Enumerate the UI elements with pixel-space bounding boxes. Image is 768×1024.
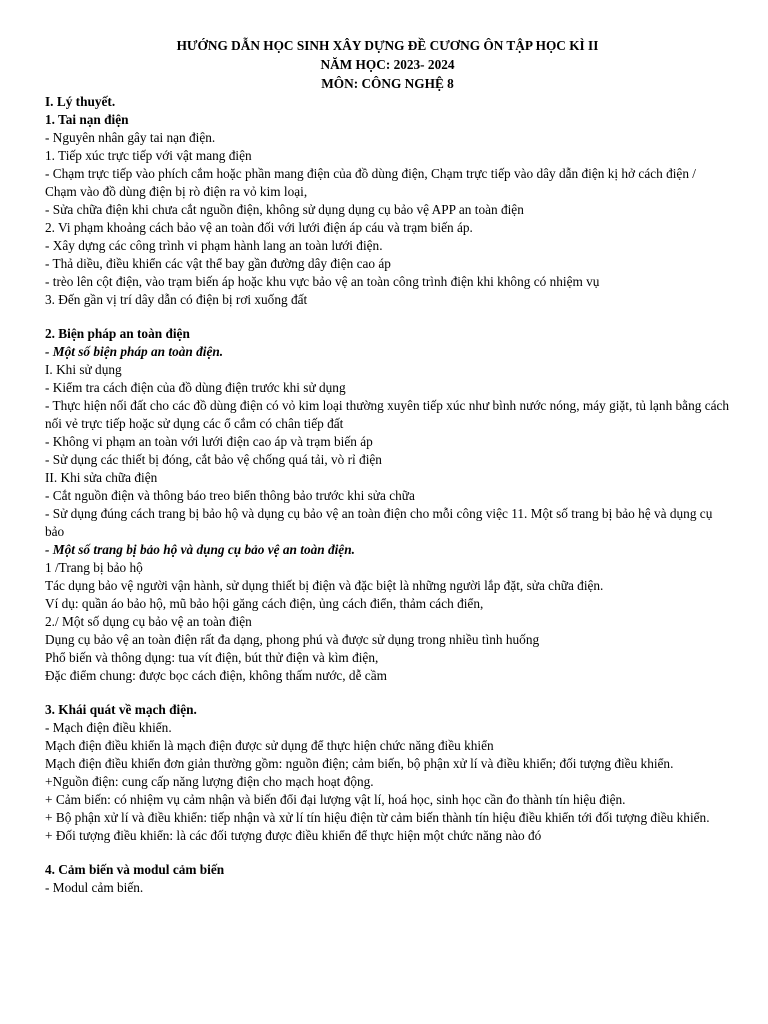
document-header [45, 36, 730, 93]
text-line: - Thực hiện nối đất cho các đồ dùng điện có vỏ kim loại thường xuyên tiếp xúc như bình nước nóng, máy giặt, tủ lạnh bằng cách nối vẻ trực tiếp hoặc sử dụng các ổ cắm có chân tiếp đất [45, 398, 730, 431]
text-line: - Sử dụng đúng cách trang bị bảo hộ và dụng cụ bảo vệ an toàn điện cho mỗi công việc 11. Một số trang bị bảo hệ và dụng cụ bảo [45, 506, 713, 539]
text-line: 1 /Trang bị bảo hộ [45, 560, 143, 575]
text-line: - Mạch điện điều khiển. [45, 720, 172, 735]
text-line: 1. Tiếp xúc trực tiếp với vật mang điện [45, 148, 252, 163]
subheading-italic: - Một số biện pháp an toàn điện. [45, 344, 224, 359]
text-line: - Thả diều, điều khiển các vật thể bay gần đường dây điện cao áp [45, 256, 391, 271]
text-line: + Bộ phận xử lí và điều khiển: tiếp nhận và xử lí tín hiệu điện từ cảm biến thành tín hiệu điều khiển tới đối tượng điều khiển. [45, 810, 710, 825]
spacer [45, 309, 730, 325]
text-line: - Sửa chữa điện khi chưa cắt nguồn điện, không sử dụng dụng cụ bảo vệ APP an toàn điện [45, 202, 524, 217]
text-line: Dụng cụ bảo vệ an toàn điện rất đa dạng, phong phú và được sử dụng trong nhiều tình huống [45, 632, 540, 647]
subsection-heading: 4. Cảm biến và modul cảm biến [45, 862, 225, 877]
text-line: I. Khi sử dụng [45, 362, 122, 377]
text-line: - Kiểm tra cách điện của đồ dùng điện trước khi sử dụng [45, 380, 346, 395]
text-line: - Modul cảm biến. [45, 880, 144, 895]
subject: MÔN: CÔNG NGHỆ 8 [321, 76, 454, 91]
subsection-heading: 1. Tai nạn điện [45, 112, 129, 127]
text-line: Ví dụ: quần áo bảo hộ, mũ bảo hội găng cách điện, ủng cách điển, thảm cách điển, [45, 596, 484, 611]
subheading-italic: - Một số trang bị bảo hộ và dụng cụ bảo vệ an toàn điện. [45, 542, 355, 557]
text-line: - Cắt nguồn điện và thông báo treo biển thông bảo trước khi sửa chữa [45, 488, 415, 503]
text-line: + Cảm biến: có nhiệm vụ cảm nhận và biến đổi đại lượng vật lí, hoá học, sinh học cần đo thành tín hiệu điện. [45, 792, 626, 807]
text-line: Phổ biến và thông dụng: tua vít điện, bút thử điện và kìm điện, [45, 650, 379, 665]
subsection-heading: 2. Biện pháp an toàn điện [45, 326, 190, 341]
school-year: NĂM HỌC: 2023- 2024 [320, 57, 455, 72]
text-line: - Nguyên nhân gây tai nạn điện. [45, 130, 216, 145]
text-line: Mạch điện điều khiển đơn giản thường gồm: nguồn điện; cảm biến, bộ phận xử lí và điều khiển; đối tượng điều khiển. [45, 756, 674, 771]
text-line: Đặc điểm chung: được bọc cách điện, không thấm nước, dễ cầm [45, 668, 387, 683]
text-line: 2./ Một số dụng cụ bảo vệ an toàn điện [45, 614, 252, 629]
text-line: + Đối tượng điều khiển: là các đối tượng được điều khiển để thực hiện một chức năng nào đó [45, 828, 542, 843]
text-line: 2. Vi phạm khoảng cách bảo vệ an toàn đối với lưới điện áp cáu và trạm biến áp. [45, 220, 473, 235]
text-line: - Chạm trực tiếp vào phích cắm hoặc phần mang điện của đồ dùng điện, Chạm trực tiếp vào dây dẫn điện kị hở cách điện / Chạm vào đồ dùng điện bị rò điện ra vỏ kim loại, [45, 166, 697, 199]
section-heading: I. Lý thuyết. [45, 94, 116, 109]
text-line: +Nguồn điện: cung cấp năng lượng điện cho mạch hoạt động. [45, 774, 374, 789]
subsection-heading: 3. Khái quát về mạch điện. [45, 702, 197, 717]
document-title: HƯỚNG DẪN HỌC SINH XÂY DỰNG ĐỀ CƯƠNG ÔN TẬP HỌC KÌ II [176, 38, 599, 53]
text-line: - trèo lên cột điện, vào trạm biến áp hoặc khu vực bảo vệ an toàn công trình điện khi không có nhiệm vụ [45, 274, 600, 289]
text-line: - Sử dụng các thiết bị đóng, cắt bảo vệ chống quá tải, vò rỉ điện [45, 452, 382, 467]
text-line: II. Khi sửa chữa điện [45, 470, 158, 485]
text-line: - Xây dựng các công trình vi phạm hành lang an toàn lưới điện. [45, 238, 383, 253]
text-line: Tác dụng bảo vệ người vận hành, sử dụng thiết bị điện và đặc biệt là những người lắp đặt, sửa chữa điện. [45, 578, 604, 593]
text-line: - Không vi phạm an toàn với lưới điện cao áp và trạm biến áp [45, 434, 373, 449]
spacer [45, 845, 730, 861]
text-line: Mạch điện điều khiển là mạch điện được sử dụng để thực hiện chức năng điều khiển [45, 738, 494, 753]
spacer [45, 685, 730, 701]
text-line: 3. Đến gần vị trí dây dẫn có điện bị rơi xuống đất [45, 292, 308, 307]
